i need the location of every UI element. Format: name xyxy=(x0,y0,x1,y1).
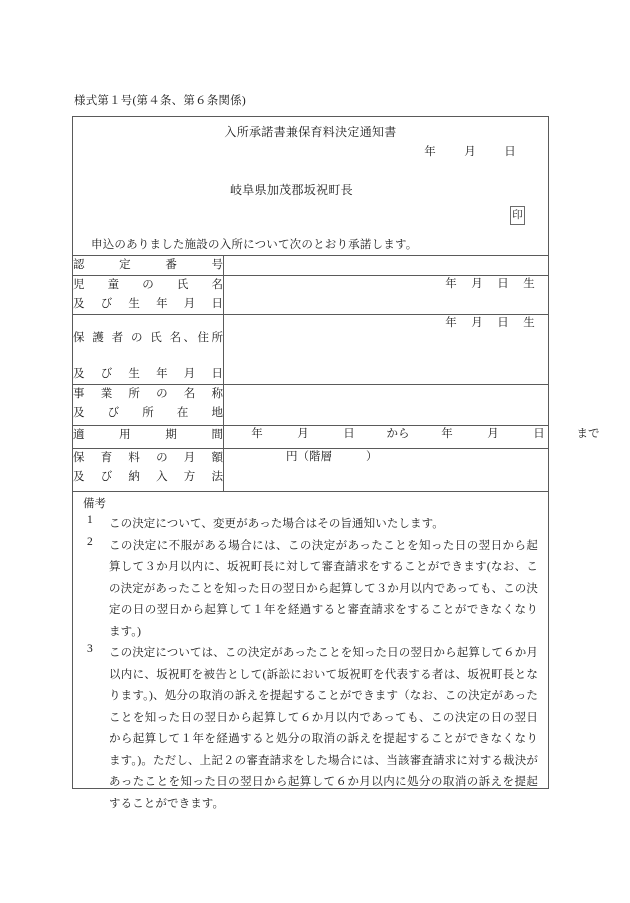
guardian-birth-date-line xyxy=(224,315,548,332)
child-birth-year: 年 xyxy=(445,278,457,290)
label-child-name-birth: 児 童 の 氏 名 及 び 生 年 月 日 xyxy=(73,276,224,315)
seal-stamp-box: 印 xyxy=(510,206,525,225)
remarks-item-2-number: 2 xyxy=(87,535,93,548)
value-certification-number[interactable] xyxy=(224,256,549,276)
period-to-year: 年 xyxy=(441,428,453,440)
period-to-day: 日 xyxy=(533,428,545,440)
application-period-line xyxy=(224,426,600,443)
document-frame xyxy=(72,116,600,810)
child-birth-date-line xyxy=(224,276,548,293)
fee-amount-line xyxy=(224,449,548,466)
remarks-item-2 xyxy=(83,536,538,644)
label-application-period: 適 用 期 間 xyxy=(73,426,224,449)
document-title: 入所承諾書兼保育料決定通知書 xyxy=(224,125,397,139)
issue-date-year: 年 xyxy=(424,146,436,158)
remarks-item-1 xyxy=(83,514,538,536)
remarks-section xyxy=(73,491,550,815)
remarks-item-3-number: 3 xyxy=(87,643,93,655)
table-row-facility-name-address xyxy=(73,385,549,426)
form-number: 様式第１号(第４条、第６条関係) xyxy=(74,95,246,107)
remarks-item-1-number: 1 xyxy=(87,514,93,526)
child-birth-day: 日 xyxy=(497,278,509,290)
fee-close-paren: ） xyxy=(366,451,378,463)
remarks-item-3-text: この決定については、この決定があったことを知った日の翌日から起算して６か月以内に、坂祝町を被告として(訴訟において坂祝町を代表する者は、坂祝町長となります。)、処分の取消の訴えを提起することができます（なお、この決定があったことを知った日の翌日から起算して６か月以内であっても、この決定の日の翌日から起算して１年を経過すると処分の取消の訴えを提起することができなくなります。)。ただし、上記２の審査請求をした場合には、当該審査請求に対する裁決があったことを知った日の翌日から起算して６か月以内に処分の取消の訴えを提起することができます。 xyxy=(109,647,538,810)
value-application-period[interactable] xyxy=(224,426,600,449)
guardian-birth-year: 年 xyxy=(445,317,457,329)
issue-date-day: 日 xyxy=(504,146,516,158)
guardian-birth-suffix: 生 xyxy=(523,317,535,329)
period-from-word: から xyxy=(386,428,410,440)
remarks-item-1-text: この決定について、変更があった場合はその旨通知いたします。 xyxy=(109,518,444,530)
table-row-guardian-name-address xyxy=(73,315,549,385)
label-facility-name-address: 事 業 所 の 名 称 及 び 所 在 地 xyxy=(73,385,224,426)
label-fee-and-payment: 保 育 料 の 月 額 及 び 納 入 方 法 xyxy=(73,449,224,492)
remarks-item-2-text: この決定に不服がある場合には、この決定があったことを知った日の翌日から起算して３か月以内に、坂祝町長に対して審査請求をすることができます(なお、この決定があったことを知った日の翌日から起算して３か月以内であっても、この決定の日の翌日から起算して１年を経過すると審査請求をすることができなくなります。) xyxy=(109,539,538,638)
period-from-month: 月 xyxy=(297,428,309,440)
remarks-item-3 xyxy=(83,643,538,815)
guardian-birth-day: 日 xyxy=(497,317,509,329)
table-row-fee-and-payment xyxy=(73,449,549,492)
issue-date-month: 月 xyxy=(464,146,476,158)
value-guardian-name-address[interactable] xyxy=(224,315,549,385)
table-row-certification-number xyxy=(73,256,549,276)
label-certification-number: 認 定 番 号 xyxy=(73,256,224,276)
period-from-day: 日 xyxy=(343,428,355,440)
issue-date-line xyxy=(410,143,530,159)
guardian-birth-month: 月 xyxy=(471,317,483,329)
label-guardian-name-address: 保 護 者 の 氏 名、住所 及 び 生 年 月 日 xyxy=(73,315,224,385)
table-row-application-period xyxy=(73,426,549,449)
period-to-month: 月 xyxy=(487,428,499,440)
child-birth-month: 月 xyxy=(471,278,483,290)
period-from-year: 年 xyxy=(251,428,263,440)
remarks-heading: 備考 xyxy=(83,498,106,510)
lead-sentence: 申込のありました施設の入所について次のとおり承諾します。 xyxy=(91,239,418,251)
table-row-child-name-birth xyxy=(73,276,549,315)
value-fee-and-payment[interactable] xyxy=(224,449,549,492)
period-to-word: まで xyxy=(576,428,600,440)
issuer-name: 岐阜県加茂郡坂祝町長 xyxy=(229,183,353,197)
application-details-table xyxy=(72,255,600,492)
value-facility-name-address[interactable] xyxy=(224,385,549,426)
child-birth-suffix: 生 xyxy=(523,278,535,290)
fee-unit-label: 円（階層 xyxy=(286,451,332,463)
value-child-name-birth[interactable] xyxy=(224,276,549,315)
